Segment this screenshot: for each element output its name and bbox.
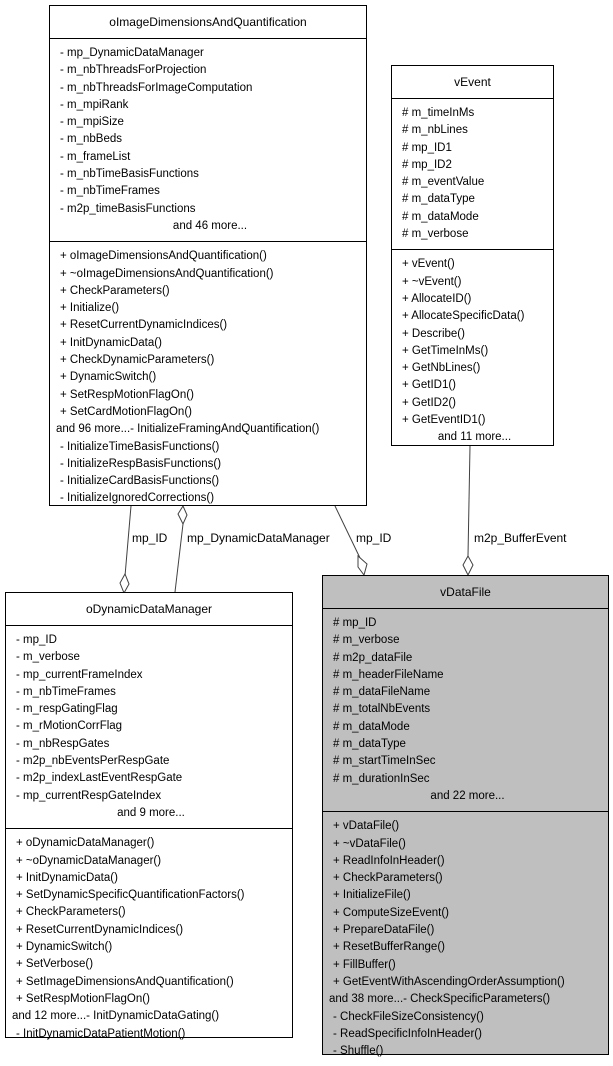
method: + ResetBufferRange() [333, 941, 445, 954]
edge-mp-id-left-diamond [120, 574, 129, 593]
attribute: # m_eventValue [402, 176, 485, 189]
attributes-section [392, 99, 553, 250]
edge-mp-id-left [125, 506, 131, 576]
method: + InitDynamicData() [16, 871, 118, 884]
attribute: # m_verbose [333, 634, 400, 647]
more-link[interactable]: and 11 more... [437, 431, 512, 444]
method: + Describe() [402, 327, 465, 340]
attribute: - m_nbTimeBasisFunctions [60, 168, 199, 181]
edge-mp-dynamic [175, 524, 183, 592]
attribute: - m_nbTimeFrames [60, 185, 160, 198]
edge-m2p-buffer [468, 446, 470, 556]
attribute: # mp_ID1 [402, 141, 452, 154]
method: + ResetCurrentDynamicIndices() [16, 923, 184, 936]
attribute: - m2p_nbEventsPerRespGate [16, 755, 170, 768]
attribute: # m_durationInSec [333, 772, 430, 785]
method: + GetTimeInMs() [402, 344, 489, 357]
method: - InitializeRespBasisFunctions() [60, 457, 222, 470]
method: - InitDynamicDataPatientMotion() [16, 1027, 186, 1040]
method: + SetRespMotionFlagOn() [16, 992, 150, 1005]
more-link[interactable]: and 9 more... [117, 806, 185, 819]
method: + ~vDataFile() [333, 837, 406, 850]
attribute: - m_mpiRank [60, 98, 129, 111]
attribute: - m_respGatingFlag [16, 703, 118, 716]
method: - InitializeCardBasisFunctions() [60, 475, 220, 488]
edge-label-mp-id-right: mp_ID [356, 531, 392, 545]
method: + vDataFile() [333, 820, 400, 833]
attribute: # mp_ID2 [402, 158, 452, 171]
attribute: - m_mpiSize [60, 116, 124, 129]
method-more[interactable]: and 12 more...- InitDynamicDataGating() [12, 1010, 220, 1023]
class-title[interactable]: oDynamicDataManager [6, 593, 292, 626]
attribute: # m_timeInMs [402, 107, 475, 119]
edge-label-m2p-buffer: m2p_BufferEvent [474, 531, 567, 545]
edge-mp-id-right-diamond [358, 556, 367, 575]
method: + CheckParameters() [16, 906, 126, 919]
method: + InitializeFile() [333, 889, 411, 902]
attribute: # m_headerFileName [333, 668, 444, 681]
attribute: # m2p_dataFile [333, 651, 413, 664]
method: + AllocateID() [402, 292, 472, 305]
method-more[interactable]: and 96 more...- InitializeFramingAndQuantification() [56, 423, 320, 436]
more-link[interactable]: and 22 more... [430, 789, 505, 802]
more-link[interactable]: and 46 more... [172, 219, 248, 232]
class-title[interactable]: vDataFile [323, 576, 608, 609]
attributes-section [6, 626, 292, 829]
attribute: - m_nbRespGates [16, 737, 110, 750]
attribute: # m_dataMode [402, 210, 479, 223]
method: + vEvent() [402, 258, 455, 271]
class-title[interactable]: vEvent [392, 66, 553, 99]
attribute: - m_nbBeds [60, 133, 123, 146]
method: - CheckFileSizeConsistency() [333, 1010, 484, 1023]
method: + CheckParameters() [333, 872, 443, 885]
class-title[interactable]: oImageDimensionsAndQuantification [50, 6, 366, 39]
class-vevent[interactable] [391, 65, 554, 446]
class-vdatafile[interactable] [322, 575, 609, 1058]
method: + Initialize() [60, 302, 120, 315]
attribute: - m_frameList [60, 150, 131, 163]
attribute: # m_verbose [402, 228, 469, 241]
method: + ResetCurrentDynamicIndices() [60, 319, 228, 332]
method: + SetDynamicSpecificQuantificationFactors() [16, 889, 245, 902]
attribute: - m_nbThreadsForImageComputation [60, 81, 253, 94]
attribute: # m_nbLines [402, 124, 468, 137]
method: + ReadInfoInHeader() [333, 854, 445, 867]
attribute: # mp_ID [333, 617, 377, 629]
methods-section [323, 812, 608, 1066]
class-dynamic-data-manager[interactable] [5, 592, 293, 1038]
method: + GetID1() [402, 379, 457, 392]
method: + SetImageDimensionsAndQuantification() [16, 975, 234, 988]
class-image-dimensions-and-quantification[interactable] [49, 5, 367, 506]
attribute: - mp_ID [16, 634, 57, 646]
method: + ~oDynamicDataManager() [16, 854, 162, 867]
method: + GetNbLines() [402, 362, 481, 375]
method: + ComputeSizeEvent() [333, 906, 450, 919]
method: - ReadSpecificInfoInHeader() [333, 1027, 482, 1040]
attribute: # m_totalNbEvents [333, 703, 431, 716]
attribute: # m_dataFileName [333, 686, 431, 699]
attribute: # m_dataType [402, 193, 475, 206]
method: + GetEventID1() [402, 414, 486, 427]
method: + DynamicSwitch() [16, 941, 113, 954]
edge-m2p-buffer-diamond [463, 556, 473, 575]
attribute: - m_nbThreadsForProjection [60, 64, 207, 77]
methods-section [392, 250, 553, 452]
attribute: # m_dataType [333, 738, 406, 751]
method: + PrepareDataFile() [333, 924, 435, 937]
method: + AllocateSpecificData() [402, 310, 525, 323]
attribute: - m_rMotionCorrFlag [16, 720, 123, 733]
attribute: - mp_currentRespGateIndex [16, 789, 162, 802]
method: + FillBuffer() [333, 958, 396, 971]
method-more[interactable]: and 38 more...- CheckSpecificParameters() [329, 993, 551, 1006]
method: + CheckParameters() [60, 284, 170, 297]
method: - InitializeTimeBasisFunctions() [60, 440, 220, 453]
edge-label-mp-dynamic: mp_DynamicDataManager [187, 531, 330, 545]
methods-section [6, 829, 292, 1049]
method: + GetID2() [402, 396, 457, 409]
methods-section [50, 242, 366, 513]
method: + oDynamicDataManager() [16, 837, 155, 850]
method: + GetEventWithAscendingOrderAssumption() [333, 975, 565, 988]
attribute: - mp_currentFrameIndex [16, 668, 143, 681]
attribute: # m_startTimeInSec [333, 755, 436, 768]
attribute: - m_verbose [16, 651, 80, 664]
attribute: - mp_DynamicDataManager [60, 47, 204, 59]
attribute: - m_nbTimeFrames [16, 685, 116, 698]
method: + InitDynamicData() [60, 336, 162, 349]
attribute: # m_dataMode [333, 720, 410, 733]
method: - InitializeIgnoredCorrections() [60, 492, 215, 505]
method: + SetVerbose() [16, 958, 94, 971]
edge-label-mp-id-left: mp_ID [132, 531, 168, 545]
attribute: - m2p_indexLastEventRespGate [16, 772, 183, 785]
method: + DynamicSwitch() [60, 371, 157, 384]
method: + oImageDimensionsAndQuantification() [60, 250, 267, 263]
method: + ~vEvent() [402, 275, 462, 288]
method: + SetRespMotionFlagOn() [60, 388, 194, 401]
attribute: - m2p_timeBasisFunctions [60, 202, 196, 215]
method: + CheckDynamicParameters() [60, 354, 215, 367]
method: + SetCardMotionFlagOn() [60, 405, 192, 418]
attributes-section [323, 609, 608, 812]
method: + ~oImageDimensionsAndQuantification() [60, 267, 274, 280]
method: - Shuffle() [333, 1045, 384, 1058]
attributes-section [50, 39, 366, 242]
